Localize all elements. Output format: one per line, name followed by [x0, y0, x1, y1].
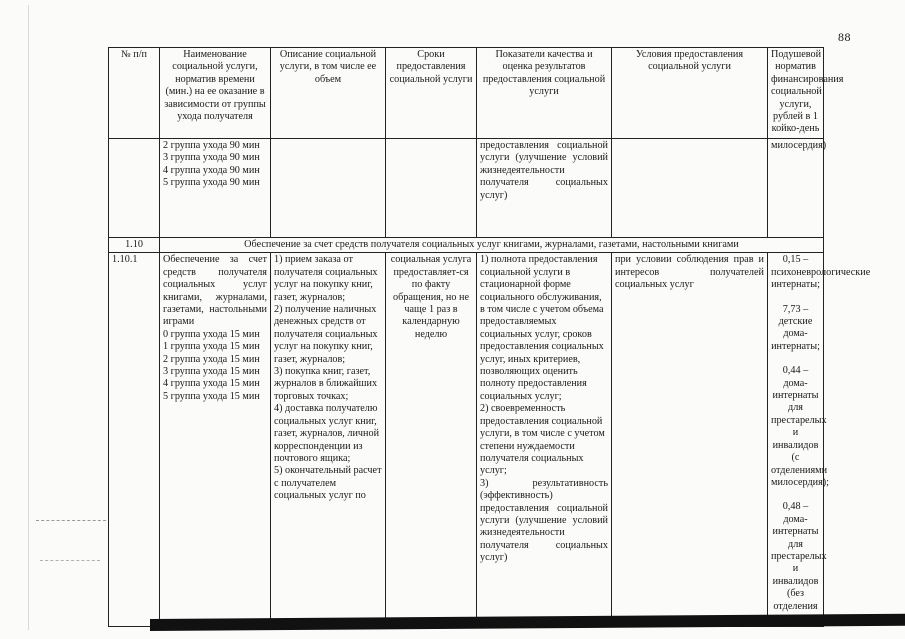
- services-table: [108, 47, 871, 627]
- care-group-line: 4 группа ухода 15 мин: [163, 378, 260, 390]
- cell-description: [271, 253, 386, 627]
- care-group-line: 4 группа ухода 90 мин: [163, 164, 260, 176]
- table-row: [109, 253, 824, 627]
- care-group-line: 0 группа ухода 15 мин: [163, 328, 260, 340]
- norm-value: 7,73 –: [782, 303, 809, 315]
- description-item: 5) окончательный расчет с получателем социальных услуг по: [274, 465, 382, 502]
- header-terms: Сроки предоставления социальной услуги: [386, 48, 477, 139]
- service-name: Обеспечение за счет средств получателя социальных услуг книгами, журналами, газетами, настольными играми: [163, 254, 267, 328]
- norm-value: 0,48 –: [782, 501, 809, 513]
- norm-label: детские дома-интернаты;: [771, 316, 820, 352]
- header-conditions: Условия предоставления социальной услуги: [612, 48, 768, 139]
- table-row: [109, 139, 824, 238]
- cell-terms: социальная услуга предоставляет-ся по факту обращения, но не чаще 1 раз в календарную неделю: [386, 253, 477, 627]
- scan-artifact: [40, 560, 100, 562]
- care-group-line: 1 группа ухода 15 мин: [163, 341, 260, 353]
- quality-item: 2) своевременность предоставления социальной услуги, в том числе с учетом степени нуждаемости получателя социальных услуг;: [480, 403, 605, 477]
- norm-value: 0,15 –: [782, 254, 809, 266]
- header-description: Описание социальной услуги, в том числе ее объем: [271, 48, 386, 139]
- cell-terms: [386, 139, 477, 238]
- cell-quality: [477, 253, 612, 627]
- cell-num: 1.10.1: [109, 253, 160, 627]
- section-title: Обеспечение за счет средств получателя социальных услуг книгами, журналами, газетами, настольными книгами: [160, 238, 824, 253]
- header-norm: Подушевой норматив финансирования социальной услуги, рублей в 1 койко-день: [768, 48, 824, 139]
- care-group-line: 3 группа ухода 15 мин: [163, 366, 260, 378]
- description-item: 1) прием заказа от получателя социальных услуг на покупку книг, газет, журналов;: [274, 254, 378, 303]
- care-group-line: 5 группа ухода 90 мин: [163, 177, 260, 189]
- description-item: 2) получение наличных денежных средств от получателя социальных услуг на покупку книг, газет, журналов;: [274, 304, 378, 365]
- header-quality: Показатели качества и оценка результатов предоставления социальной услуги: [477, 48, 612, 139]
- section-row: [109, 238, 824, 253]
- page-number: 88: [838, 30, 851, 44]
- cell-num: [109, 139, 160, 238]
- norm-value: 0,44 –: [782, 365, 809, 377]
- header-service-name: Наименование социальной услуги, норматив времени (мин.) на ее оказание в зависимости от группы ухода получателя: [160, 48, 271, 139]
- cell-norm: милосердия): [768, 139, 824, 238]
- header-num: № п/п: [109, 48, 160, 139]
- quality-item: 1) полнота предоставления социальной услуги в стационарной форме социального обслуживания, в том числе с учетом объема предоставляемых социальных услуг, сроков предоставления социальных услуг, иных критериев, позволяющих оценить полноту предоставления социальных услуг;: [480, 254, 604, 402]
- quality-item: 3) результативность (эффективность) предоставления социальной услуги (улучшение условий жизнедеятельности получателя социальных услуг): [480, 477, 608, 564]
- norm-label: дома-интернаты для престарелых и инвалидов (с отделениями милосердия);: [771, 377, 830, 488]
- cell-quality: предоставления социальной услуги (улучшение условий жизнедеятельности получателя социальных услуг): [477, 139, 612, 238]
- cell-service-name: [160, 139, 271, 238]
- scan-edge: [28, 5, 29, 630]
- care-group-line: 3 группа ухода 90 мин: [163, 152, 260, 164]
- description-item: 4) доставка получателю социальных услуг книг, газет, журналов, личной корреспонденции из почтового ящика;: [274, 403, 380, 464]
- cell-description: [271, 139, 386, 238]
- norm-label: психоневрологические интернаты;: [771, 266, 871, 291]
- table-header-row: [109, 48, 824, 139]
- cell-norm: [768, 253, 871, 627]
- description-item: 3) покупка книг, газет, журналов в ближайших торговых точках;: [274, 366, 378, 402]
- cell-service-name: [160, 253, 271, 627]
- cell-conditions: [612, 139, 768, 238]
- scan-artifact: [36, 520, 106, 522]
- norm-label: дома-интернаты для престарелых и инвалидов (без отделения: [771, 513, 827, 612]
- cell-conditions: при условии соблюдения прав и интересов получателей социальных услуг: [612, 253, 768, 627]
- care-group-line: 2 группа ухода 15 мин: [163, 353, 260, 365]
- care-group-line: 2 группа ухода 90 мин: [163, 140, 260, 151]
- care-group-line: 5 группа ухода 15 мин: [163, 390, 260, 402]
- section-num: 1.10: [109, 238, 160, 253]
